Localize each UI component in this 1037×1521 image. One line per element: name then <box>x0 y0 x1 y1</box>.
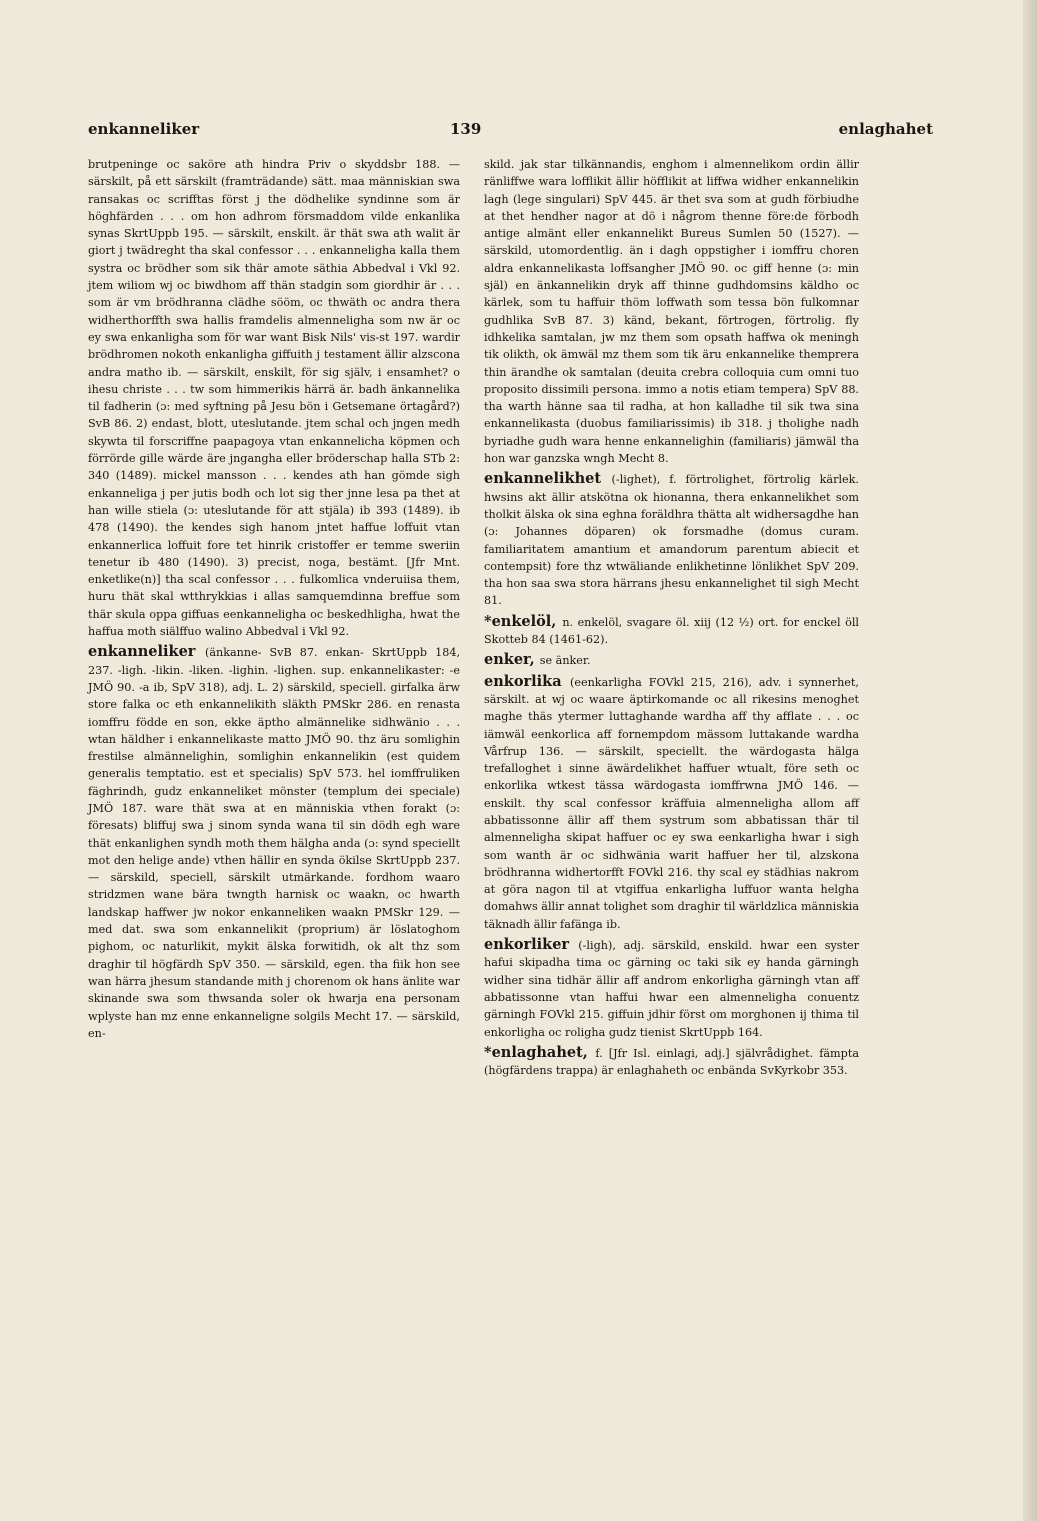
headword: *enlaghahet, <box>484 1043 596 1061</box>
entry-text: (-lighet), f. förtrolighet, förtrolig kärlek. hwsins akt ällir atskötna ok hionanna, thera enkannelikhet som tholkit älska ok sina eghna foräldhra thätta alt widhersagdhe han (ɔ: Johannes döparen) ok forsmadhe (domus curam. familiaritatem amantium et amandorum parentum abiecit et contempsit) fore thz wtwäliande enlikhetinne lönlikhet SpV 209. tha hon saa swa stora härrans jhesu enkannelighet til sigh Mecht 81. <box>484 473 859 608</box>
entry-text: f. [Jfr Isl. einlagi, adj.] självrådighet. fämpta (högfärdens trappa) är enlaghaheth oc enbända SvKyrkobr 353. <box>484 1046 859 1078</box>
headword: enkannelikhet <box>484 470 612 488</box>
right-column-paragraph: skild. jak star tilkännandis, enghom i almennelikom ordin ällir ränliffwe wara lofflikit ällir höfflikit at liffwa widher enkannelikin lagh (lege singulari) SpV 445. är thet sva som at gudh förbiudhe at thet hendher nagor at dö i någrom thenne före:de förbodh antige almänt eller enkannelikt Bureus Sumlen 50 (1527). — särskild, utomordentlig. än i dagh oppstigher i iomffru choren aldra enkannelikasta loffsangher JMÖ 90. oc giff henne (ɔ: min själ) en änkannelikin dryk aff thinne gudhdomsins käldho oc kärlek, som tu haffuir thöm loffwath som tessa bön fulkomnar gudhlika SvB 87. 3) känd, bekant, förtrogen, förtrolig. fly idhkelika samtalan, jw mz them som opsath haffwa ok meningh tik olikth, ok ämwäl mz them som tik äru enkannelike themprera thin ärandhe ok samtalan (deuita crebra colloquia cum omni tuo proposito dissimili persona. immo a notis etiam tempera) SpV 88. tha warth hänne saa til radha, at hon kalladhe til sik twa sina enkannelikasta (duobus familiarissimis) ib 318. j tholighe nadh byriadhe gudh wara henne enkannelighin (familiaris) jämwäl tha hon war ganzska wngh Mecht 8. <box>484 158 859 466</box>
entry-enker <box>484 651 859 669</box>
entry-text: n. enkelöl, svagare öl. xiij (12 ½) ort. for enckel öll Skotteb 84 (1461-62). <box>484 615 859 647</box>
headword: enkorlika <box>484 672 570 690</box>
header-left-word: enkanneliker <box>88 120 200 138</box>
entry-text: (änkanne- SvB 87. enkan- SkrtUppb 184, 237. -ligh. -likin. -liken. -lighin. -lighen. sup. enkannelikaster: -e JMÖ 90. -a ib, SpV 318), adj. L. 2) särskild, speciell. girfalka ärw store falka oc eth enkannelikith släkth PMSkr 286. en renasta iomffru födde en son, ekke äptho almännelike sidhwänio . . . wtan häldher i enkannelikaste matto JMÖ 90. thz äru somlighin frestilse almännelighin, somlighin enkannelikin (est quidem generalis temptatio. est et specialis) SpV 573. hel iomffruliken fäghrindh, gudz enkanneliket mönster (templum dei speciale) JMÖ 187. ware thät swa at en människia vthen forakt (ɔ: föresats) bliffuj swa j sinom synda wana til sin dödh egh ware thät enkanlighen syndh moth them hälgha anda (ɔ: synd speciellt mot den helige ande) vthen hällir en synda ökilse SkrtUppb 237. — särskild, speciell, särskilt utmärkande. fordhom waaro stridzmen wane bära twngth harnisk oc waakn, oc hwarth landskap haffwer jw nokor enkanneliken waakn PMSkr 129. — med dat. swa som enkannelikit (proprium) är löslatoghom pighom, oc naturlikit, mykit älska forwitidh, ok alt thz som draghir til högfärdh SpV 350. — särskild, egen. tha fiik hon see wan härra jhesum standande mith j chorenom ok hans änlite war skinande swa som thwsanda soler ok hwarja ena personam wplyste han mz enne enkanneligne solgils Mecht 17. — särskild, en- <box>88 646 461 1040</box>
headword: enkorliker <box>484 936 579 954</box>
header-right-word: enlaghahet <box>838 120 933 138</box>
headword: enker, <box>484 651 540 669</box>
entry-enkelol <box>484 613 859 649</box>
entry-text: (-ligh), adj. särskild, enskild. hwar een syster hafui skipadha tima oc gärning oc taki sik ey handa gärningh widher sina tidhär ällir aff androm enkorligha gärningh vtan aff abbatissonne vtan haffui hwar een almenneligha conuentz gärningh FOVkl 215. giffuin jdhir först om morghonen ij thima til enkorligha oc roligha gudz tienist SkrtUppb 164. <box>484 939 859 1039</box>
entry-enkannelikhet <box>484 470 859 609</box>
running-header <box>88 120 933 142</box>
page-edge <box>1023 0 1037 1521</box>
left-column-paragraph: brutpeninge oc saköre ath hindra Priv o skyddsbr 188. — särskilt, på ett särskilt (framträdande) sätt. maa människian swa ransakas oc scrifftas först j the dödhelike syndinne som är höghfärden . . . om hon adhrom försmaddom vilde enkanlika synas SkrtUppb 195. — särskilt, enskilt. är thät swa ath walit är giort j twädreght tha skal confessor . . . enkanneligha kalla them systra oc brödher som sik thär amote säthia Abbedval i Vkl 92. jtem wiliom wj oc biwdhom aff thän stadgin som giordhir är . . . som är vm brödhranna clädhe sööm, oc thwäth oc andra thera widherthorffth swa hallis framdelis almenneligha som nw är oc ey swa enkanligha som för war want Bisk Nils' vis-st 197. wardir brödhromen nokoth enkanligha giffuith j testament ällir alzscona andra matho ib. — särskilt, enskilt, för sig själv, i ensamhet? o ihesu christe . . . tw som himmerikis härrä är. badh änkannelika til fadherin (ɔ: med syftning på Jesu bön i Getsemane örtagård?) SvB 86. 2) endast, blott, uteslutande. jtem schal och jngen medh skywta til forscriffne paapagoya vtan enkannelicha köpmen och förrörde gille wärde äre jngangha eller bröderschap halla STb 2: 340 (1489). mickel mansson . . . kendes ath han gömde sigh enkanneliga j per jutis bodh och lot sig ther jnne lesa pa thet at han wille stiela (ɔ: uteslutande för att stjäla) ib 393 (1489). ib 478 (1490). the kendes sigh hanom jntet haffue loffuit vtan enkannerlica loffuit fore tet hinrik cristoffer er temme sweriin tenetur ib 480 (1490). 3) precist, noga, bestämt. [Jfr Mnt. enketlike(n)] tha scal confessor . . . fulkomlica vnderuiisa them, huru thät skal wtthrykkias i allas samquemdinna breffue som thär skula oppa giffuas eenkanneligha oc beskedhligha, hwat the haffua moth siälffuo walino Abbedval i Vkl 92. <box>88 158 460 639</box>
left-column <box>88 156 460 1042</box>
headword: enkanneliker <box>88 643 205 661</box>
entry-text: (eenkarligha FOVkl 215, 216), adv. i synnerhet, särskilt. at wj oc waare äptirkomande oc all rikesins menoghet maghe thäs ytermer luttaghande wardha aff thy afflate . . . oc iämwäl eenkorlica aff fornempdom mässom luttakande wardha Vårfrup 136. — särskilt, speciellt. the wärdogasta hälga trefalloghet i sinne äwärdelikhet haffuer wtualt, före seth oc enkorlika wtkest tässa wärdogasta iomffrwna JMÖ 146. — enskilt. thy scal confessor kräffuia almenneligha allom aff abbatissonne ällir aff them systrum som abbatissan thär til almenneligha skipat haffuer oc ey swa eenkarligha hwar i sigh som wanth är oc sidhwänia warit haffuer her til, alzskona brödhranna widhertorfft FOVkl 216. thy scal ey städhias nakrom at göra nagon til at vtgiffua enkarligha luffuor wanta helgha domahws ällir annat tolighet som draghir til wärldzlica människia täknadh ällir fafänga ib. <box>484 675 859 931</box>
entry-enkanneliker <box>88 643 460 1042</box>
headword: *enkelöl, <box>484 612 563 630</box>
right-column <box>484 156 859 1079</box>
entry-enkorliker <box>484 936 859 1041</box>
page-number: 139 <box>450 120 482 138</box>
entry-text: se änker. <box>539 654 591 668</box>
entry-enkorlika <box>484 673 859 933</box>
entry-enlaghahet <box>484 1044 859 1080</box>
